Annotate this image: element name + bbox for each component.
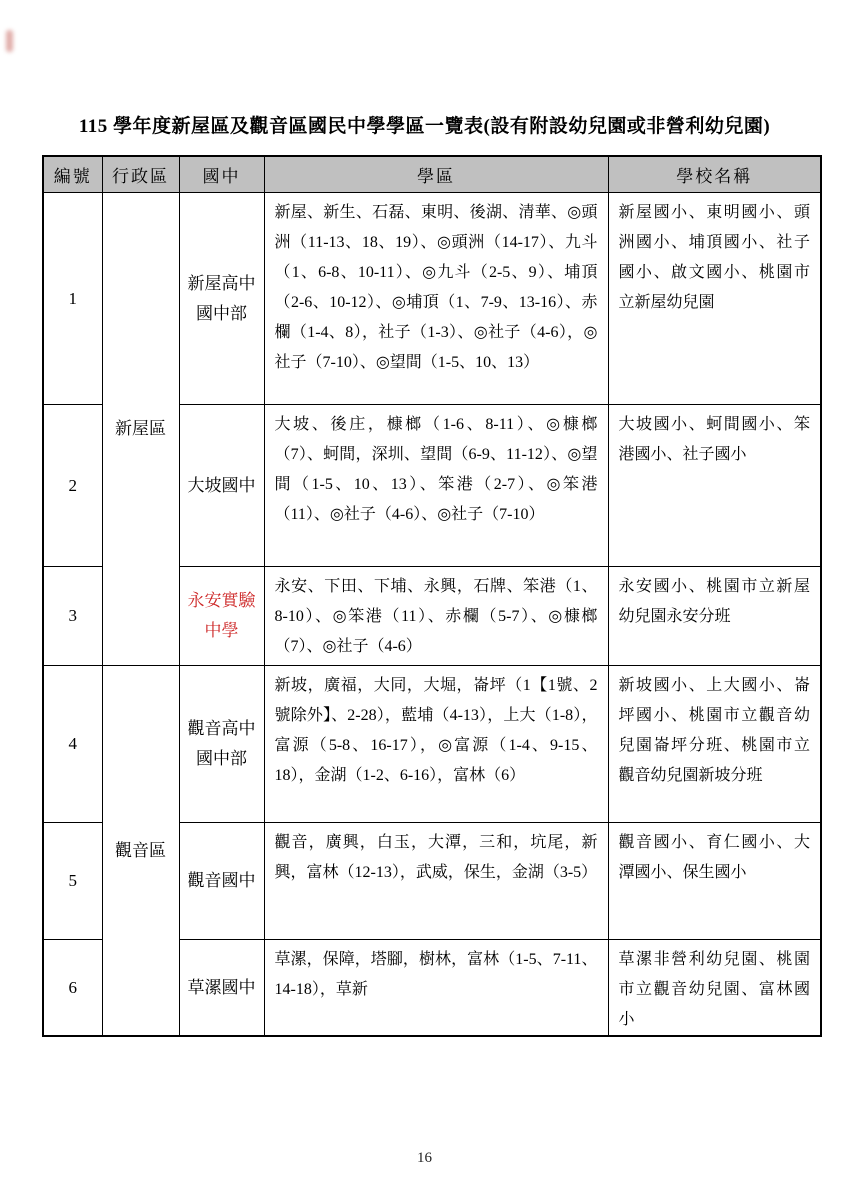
zone-cell: 大坡、後庄，槺榔（1-6、8-11）、◎槺榔（7）、蚵間，深圳、望間（6-9、11-12）、◎望間（1-5、10、13）、笨港（2-7）、◎笨港（11）、◎社子（4-6）、◎社子（7-10） [264, 405, 608, 567]
junior-high-cell: 觀音高中國中部 [179, 666, 264, 823]
header-junior-high: 國中 [179, 156, 264, 193]
seq-cell: 2 [43, 405, 102, 567]
seq-cell: 3 [43, 567, 102, 666]
scan-artifact-mark [6, 30, 13, 52]
table-row [43, 666, 821, 823]
schools-cell: 草漯非營利幼兒園、桃園市立觀音幼兒園、富林國小 [608, 940, 821, 1037]
district-cell-xinwu: 新屋區 [102, 193, 179, 666]
schools-cell: 大坡國小、蚵間國小、笨港國小、社子國小 [608, 405, 821, 567]
schools-cell: 新坡國小、上大國小、崙坪國小、桃園市立觀音幼兒園崙坪分班、桃園市立觀音幼兒園新坡分班 [608, 666, 821, 823]
header-district: 行政區 [102, 156, 179, 193]
header-zone: 學區 [264, 156, 608, 193]
junior-high-cell: 草漯國中 [179, 940, 264, 1037]
page-number: 16 [417, 1150, 432, 1166]
page-title: 115 學年度新屋區及觀音區國民中學學區一覽表(設有附設幼兒園或非營利幼兒園) [78, 116, 771, 137]
zone-cell: 新屋、新生、石磊、東明、後湖、清華、◎頭洲（11-13、18、19）、◎頭洲（14-17）、九斗（1、6-8、10-11）、◎九斗（2-5、9）、埔頂（2-6、10-12）、◎埔頂（1、7-9、13-16）、赤欄（1-4、8），社子（1-3）、◎社子（4-6），◎社子（7-10）、◎望間（1-5、10、13） [264, 193, 608, 405]
header-school-names: 學校名稱 [608, 156, 821, 193]
zone-cell: 新坡，廣福，大同，大堀，崙坪（1【1號、2號除外】、2-28），藍埔（4-13），上大（1-8），富源（5-8、16-17），◎富源（1-4、9-15、18），金湖（1-2、6-16），富林（6） [264, 666, 608, 823]
seq-cell: 4 [43, 666, 102, 823]
schools-cell: 新屋國小、東明國小、頭洲國小、埔頂國小、社子國小、啟文國小、桃園市立新屋幼兒園 [608, 193, 821, 405]
schools-cell: 觀音國小、育仁國小、大潭國小、保生國小 [608, 823, 821, 940]
table-header-row [43, 156, 821, 193]
seq-cell: 5 [43, 823, 102, 940]
school-zone-table [42, 155, 822, 1037]
zone-cell: 觀音，廣興，白玉，大潭，三和，坑尾，新興，富林（12-13），武威，保生，金湖（3-5） [264, 823, 608, 940]
junior-high-cell: 新屋高中國中部 [179, 193, 264, 405]
schools-cell: 永安國小、桃園市立新屋幼兒園永安分班 [608, 567, 821, 666]
seq-cell: 1 [43, 193, 102, 405]
zone-cell: 永安、下田、下埔、永興，石牌、笨港（1、8-10）、◎笨港（11）、赤欄（5-7）、◎槺榔（7）、◎社子（4-6） [264, 567, 608, 666]
seq-cell: 6 [43, 940, 102, 1037]
table-row [43, 193, 821, 405]
junior-high-cell: 大坡國中 [179, 405, 264, 567]
junior-high-cell-highlighted: 永安實驗中學 [179, 567, 264, 666]
district-cell-guanyin: 觀音區 [102, 666, 179, 1037]
zone-cell: 草漯，保障，塔腳，樹林，富林（1-5、7-11、14-18），草新 [264, 940, 608, 1037]
header-seq: 編號 [43, 156, 102, 193]
junior-high-cell: 觀音國中 [179, 823, 264, 940]
